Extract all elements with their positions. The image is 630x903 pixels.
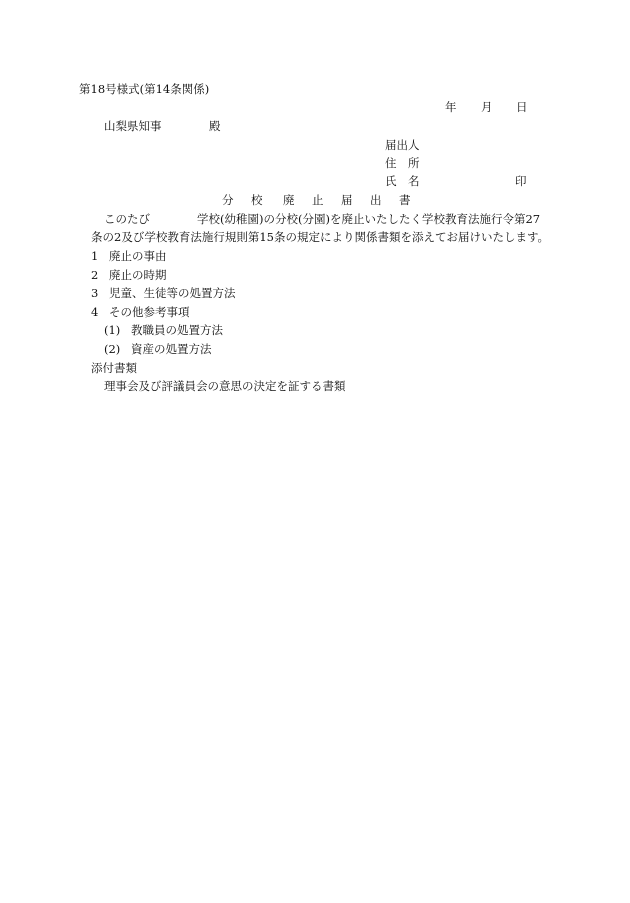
seal-mark: 印 [515,174,527,188]
date-year-label: 年 [445,100,457,114]
applicant-name-label: 氏 名 [385,174,420,188]
item-text: 児童、生徒等の処置方法 [109,286,236,300]
attachments-heading: 添付書類 [91,361,137,375]
subitem-number: (1) [104,323,121,337]
item-text: 廃止の事由 [109,249,167,263]
title-char: 校 [251,193,263,207]
applicant-title: 届出人 [385,138,420,152]
form-label: 第18号様式(第14条関係) [79,82,210,96]
item-number: 4 [91,305,99,319]
title-char: 出 [370,193,382,207]
subitem-text: 資産の処置方法 [131,342,212,356]
title-char: 廃 [283,193,295,207]
body-line1-text: 学校(幼稚園)の分校(分園)を廃止いたしたく学校教育法施行令第27 [197,212,541,226]
attachments-item: 理事会及び評議員会の意思の決定を証する書類 [104,379,346,393]
item-number: 3 [91,286,99,300]
subitem-text: 教職員の処置方法 [131,323,223,337]
item-number: 1 [91,249,99,263]
title-char: 書 [399,193,411,207]
subitem-number: (2) [104,342,121,356]
title-char: 止 [312,193,324,207]
applicant-address-label: 住 所 [385,156,420,170]
date-day-label: 日 [516,100,528,114]
body-line2-text: 条の2及び学校教育法施行規則第15条の規定により関係書類を添えてお届けいたします。 [91,230,550,244]
addressee-honorific: 殿 [209,119,221,133]
item-text: その他参考事項 [109,305,190,319]
body-line1-intro: このたび [104,212,150,226]
item-number: 2 [91,268,99,282]
title-char: 届 [341,193,353,207]
date-month-label: 月 [481,100,493,114]
title-char: 分 [222,193,234,207]
item-text: 廃止の時期 [109,268,167,282]
addressee-name: 山梨県知事 [104,119,162,133]
